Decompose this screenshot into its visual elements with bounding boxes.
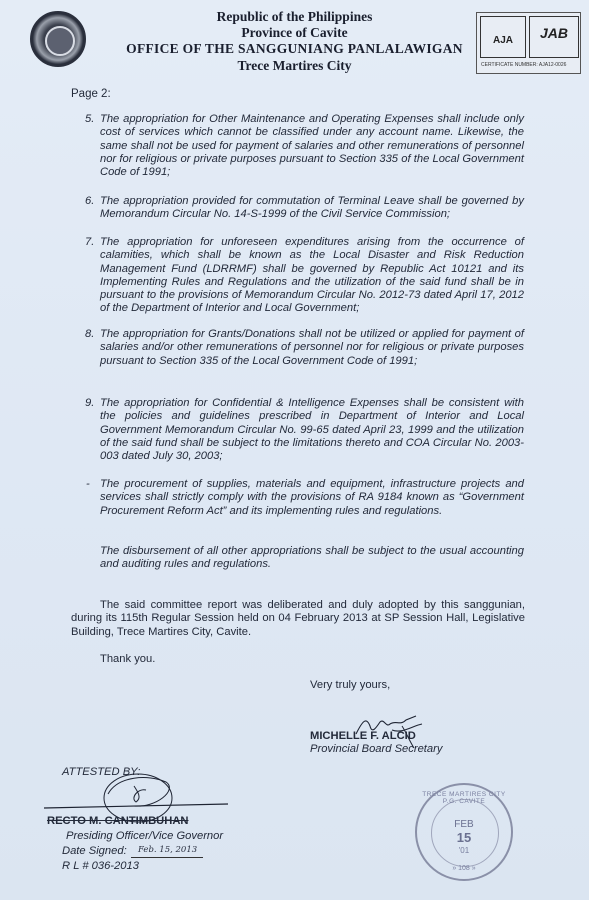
item-number: 8. — [85, 328, 95, 340]
header-office: OFFICE OF THE SANGGUNIANG PANLALAWIGAN — [126, 41, 463, 56]
item-number: 5. — [85, 113, 95, 125]
stamp-month: FEB — [454, 819, 474, 830]
date-signed-value: Feb. 15, 2013 — [138, 845, 198, 855]
stamp-year: '01 — [458, 846, 470, 855]
item-text: The appropriation provided for commutation of Terminal Leave shall be governed by Memorandum Circular No. 14-S-1999 of the Civil Service Commission; — [100, 195, 524, 221]
jab-logo: JAB — [529, 16, 579, 58]
item-number: 6. — [85, 195, 95, 207]
certificate-number: CERTIFICATE NUMBER: AJA12-0026 — [481, 62, 567, 68]
stamp-bottom-text: » 108 » — [452, 865, 476, 872]
rl-number: R L # 036-2013 — [62, 860, 139, 872]
stamp-ring-text: TRECE MARTIRES CITY P.G. CAVITE — [422, 791, 506, 805]
attested-label: ATTESTED BY: — [62, 766, 141, 778]
stamp-day: 15 — [456, 830, 472, 845]
item-text: The appropriation for unforeseen expenditures arising from the occurrence of calamities, which shall be known as the Local Disaster and Risk Reduction Management Fund (LDRRMF) shall be governed by Republic Act 10121 and its Implementing Rules and Regulations and the utilization of the said fund shall be in pursuant to the provisions of Memorandum Circular No. 2012-73 dated April 17, 2012 of the Department of Interior and Local Government; — [100, 236, 524, 315]
thank-you: Thank you. — [100, 653, 156, 665]
closing: Very truly yours, — [310, 679, 391, 691]
received-stamp — [415, 783, 513, 881]
committee-paragraph: The said committee report was deliberated and duly adopted by this sanggunian, during its 115th Regular Session held on 04 February 2013 at SP Session Hall, Legislative Building, Trece Martires City, Cavite. — [71, 599, 525, 638]
vice-governor-name: RECTO M. CANTIMBUHAN — [47, 815, 189, 827]
aja-logo: AJA — [480, 16, 526, 58]
item-text: The appropriation for Other Maintenance and Operating Expenses shall include only cost of services which cannot be classified under any account name. Likewise, the same shall not be used for payment of salaries and other remunerations of personnel nor for religious or private purposes pursuant to Section 335 of the Local Government Code of 1991; — [100, 113, 524, 179]
secretary-title: Provincial Board Secretary — [310, 743, 443, 755]
date-signed-label: Date Signed: — [62, 845, 127, 857]
vice-governor-title: Presiding Officer/Vice Governor — [66, 830, 224, 842]
item-text: The appropriation for Confidential & Intelligence Expenses shall be consistent with the policies and guidelines prescribed in Department of Interior and Local Government Memorandum Circular No. 99-65 dated April 23, 1999 and the utilization of the said fund shall be subject to the limitations thereto and COA Circular No. 2003-003 dated July 30, 2003; — [100, 397, 524, 463]
page-label: Page 2: — [71, 88, 111, 100]
item-text: The procurement of supplies, materials and equipment, infrastructure projects and services shall strictly comply with the provisions of RA 9184 known as “Government Procurement Reform Act” and its implementing rules and regulations. — [100, 478, 524, 517]
disbursement-paragraph: The disbursement of all other appropriations shall be subject to the usual accounting and auditing rules and regulations. — [100, 545, 524, 571]
item-number: 9. — [85, 397, 95, 409]
certification-logo — [476, 12, 581, 74]
item-text: The appropriation for Grants/Donations shall not be utilized or applied for payment of salaries and/or other remunerations of personnel nor for religious or private purposes pursuant to Section 335 of the Local Government Code of 1991; — [100, 328, 524, 367]
header-republic: Republic of the Philippines — [216, 9, 373, 24]
item-bullet: - — [86, 478, 90, 490]
date-underline — [131, 857, 203, 858]
secretary-name: MICHELLE F. ALCID — [310, 730, 416, 742]
header-city: Trece Martires City — [237, 58, 352, 73]
header-province: Province of Cavite — [241, 25, 348, 40]
item-number: 7. — [85, 236, 95, 248]
